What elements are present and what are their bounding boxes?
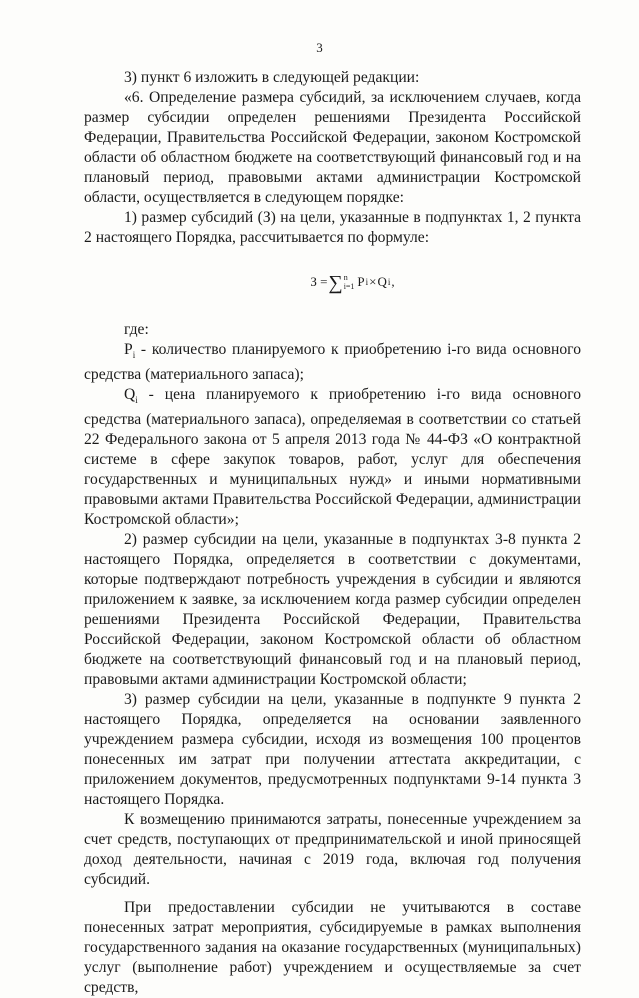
paragraph-subpoint-3: 3) размер субсидии на цели, указанные в подпункте 9 пункта 2 настоящего Порядка, определяется на основании заявленного учреждением размера субсидии, исходя из возмещения 100 процентов понесенных им затрат при получении аттестата аккредитации, с приложением документов, предусмотренных подпунктами 9-14 пункта 3 настоящего Порядка. xyxy=(84,691,581,809)
document-body xyxy=(84,68,581,998)
formula-times: × xyxy=(369,274,377,289)
pi-subscript: i xyxy=(132,350,136,361)
formula-q: Q xyxy=(377,274,387,289)
paragraph-reimbursement: К возмещению принимаются затраты, понесенные учреждением за счет средств, поступающих от предпринимательской и иной приносящей доход деятельности, начиная с 2019 года, включая год получения субсидий. xyxy=(84,811,581,889)
sum-upper-limit: n xyxy=(343,273,348,282)
paragraph-exclusions: При предоставлении субсидии не учитываются в составе понесенных затрат мероприятия, субсидируемые в рамках выполнения государственного задания на оказание государственных (муниципальных) услуг (выполнение работ) учреждением и осуществляемые за счет средств, xyxy=(84,899,581,997)
sum-lower-limit: i=1 xyxy=(343,282,355,291)
formula-p-sub: i xyxy=(365,277,369,287)
paragraph-item-3: 3) пункт 6 изложить в следующей редакции: xyxy=(124,69,420,86)
paragraph-where: где: xyxy=(124,321,149,338)
sigma-symbol: ∑ xyxy=(328,272,343,294)
formula-p: P xyxy=(357,274,365,289)
paragraph-subpoint-1: 1) размер субсидий (З) на цели, указанные в подпунктах 1, 2 пункта 2 настоящего Порядка, рассчитывается по формуле: xyxy=(84,209,581,246)
pi-symbol: P xyxy=(124,341,133,358)
formula-end: , xyxy=(391,274,395,289)
formula-lhs: З = xyxy=(310,274,328,289)
paragraph-subpoint-2: 2) размер субсидии на цели, указанные в подпунктах 3-8 пункта 2 настоящего Порядка, определяется в соответствии с документами, которые подтверждают потребность учреждения в субсидии и являются приложением к заявке, за исключением когда размер субсидии определен решениями Президента Российской Федерации, Правительства Российской Федерации, законом Костромской области об областном бюджете на соответствующий финансовый год и на плановый период, правовыми актами администрации Костромской области; xyxy=(84,531,581,689)
paragraph-qi-definition xyxy=(84,385,581,530)
qi-text: - цена планируемого к приобретению i-го вида основного средства (материального запаса), определяемая в соответствии со статьей 22 Федерального закона от 5 апреля 2013 года № 44-ФЗ «О контрактной системе в сфере закупок товаров, работ, услуг для обеспечения государственных и муниципальных нужд» и иными нормативными правовыми актами Правительства Российской Федерации, администрации Костромской области»; xyxy=(84,386,581,529)
formula xyxy=(84,252,581,312)
formula-q-sub: i xyxy=(387,277,391,287)
sum-limits xyxy=(344,273,355,291)
page-number: 3 xyxy=(316,40,323,55)
qi-subscript: i xyxy=(135,395,138,406)
paragraph-point-6: «6. Определение размера субсидий, за исключением случаев, когда размер субсидии определен решениями Президента Российской Федерации, Правительства Российской Федерации, законом Костромской области об областном бюджете на соответствующий финансовый год и на плановый период, правовыми актами администрации Костромской области, осуществляется в следующем порядке: xyxy=(84,89,581,206)
qi-symbol: Q xyxy=(124,386,136,404)
paragraph-pi-definition xyxy=(84,340,581,385)
pi-text: - количество планируемого к приобретению i-го вида основного средства (материального запаса); xyxy=(84,341,581,384)
